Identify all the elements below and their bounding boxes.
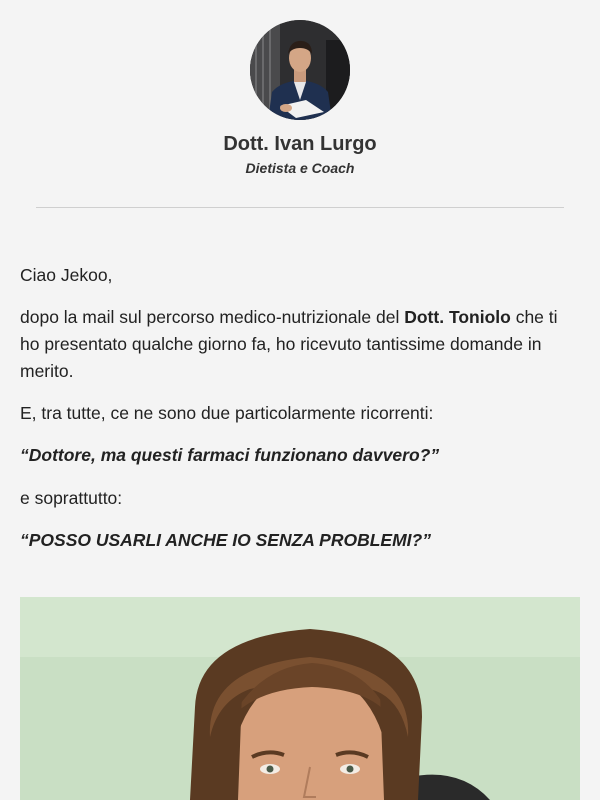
doctor-name-bold: Dott. Toniolo (404, 307, 511, 327)
author-role: Dietista e Coach (245, 160, 355, 176)
email-header (0, 0, 600, 208)
paragraph-questions: E, tra tutte, ce ne sono due particolarmente ricorrenti: (20, 403, 434, 423)
email-body (0, 208, 600, 554)
author-avatar (250, 20, 350, 120)
paragraph-intro-text-2: che ti ho presentato qualche giorno fa, ho ricevuto tantissime domande in merito. (20, 307, 558, 381)
paragraph-intro (20, 304, 580, 385)
quote-first: “Dottore, ma questi farmaci funzionano davvero?” (20, 445, 440, 465)
greeting: Ciao Jekoo, (20, 265, 113, 285)
author-name: Dott. Ivan Lurgo (223, 133, 377, 155)
quote-second: “POSSO USARLI ANCHE IO SENZA PROBLEMI?” (20, 530, 431, 550)
doctor-photo (20, 597, 580, 800)
paragraph-transition: e soprattutto: (20, 488, 123, 508)
paragraph-intro-text-1: dopo la mail sul percorso medico-nutrizionale del (20, 307, 405, 327)
